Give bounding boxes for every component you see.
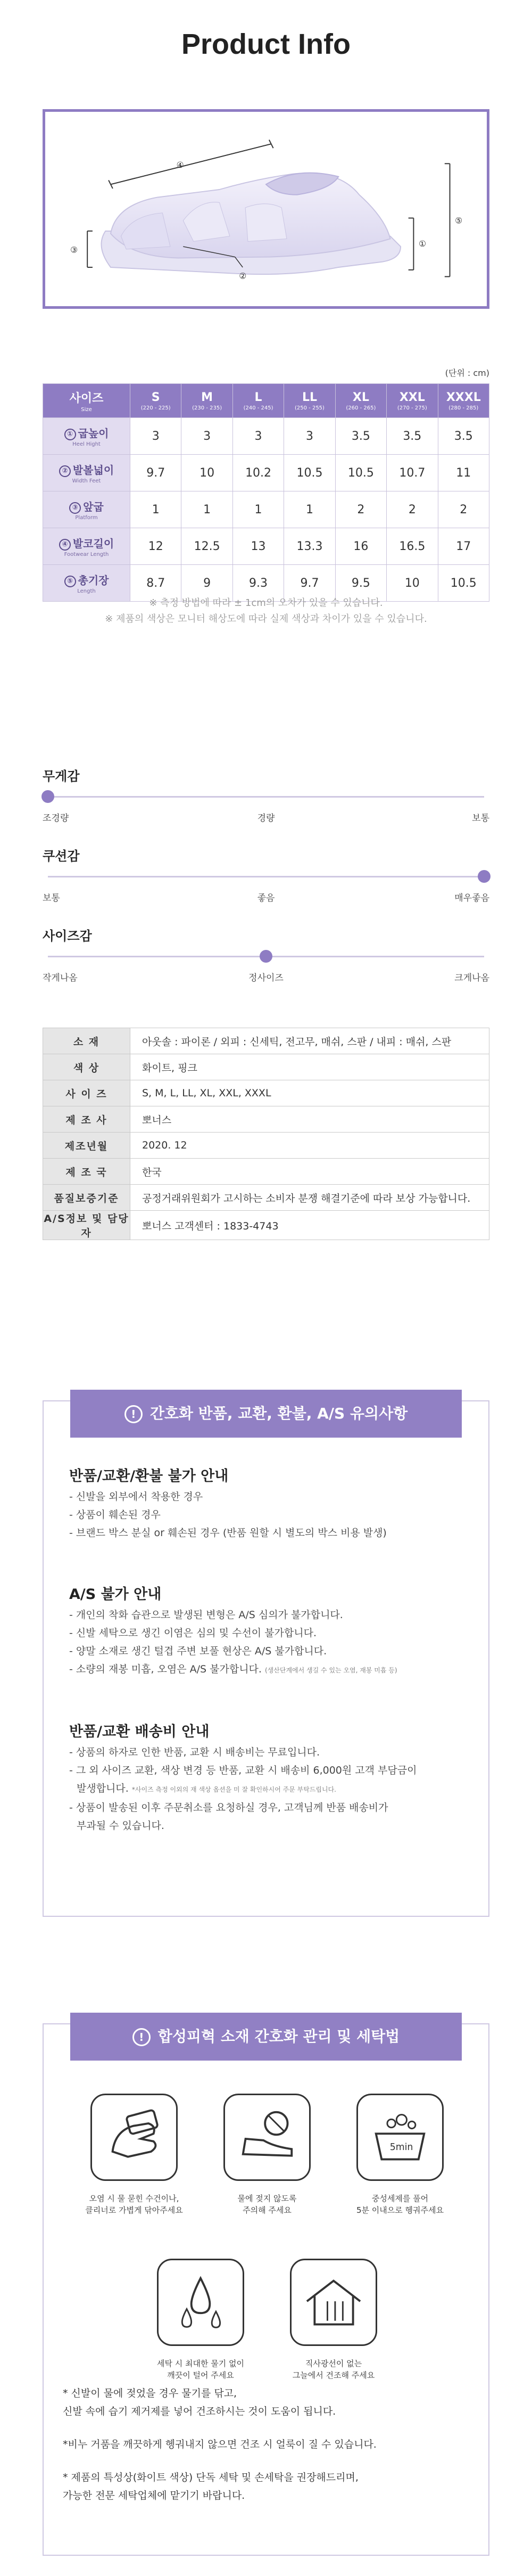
marker-1: ①: [419, 239, 427, 249]
table-cell: 12: [130, 528, 181, 565]
table-cell: 10.5: [438, 565, 489, 602]
scale-indicator: [260, 950, 272, 963]
size-column-header: LL (250 - 255): [284, 384, 335, 418]
table-cell: 2: [335, 491, 386, 528]
table-row: ③ 앞굽 Platform 1 1 1 1 2 2 2: [43, 491, 489, 528]
shade-dry-icon: [290, 2259, 377, 2346]
section-title: 반품/교환/환불 불가 안내: [69, 1468, 229, 1484]
table-cell: 3.5: [438, 418, 489, 455]
table-cell: 1: [181, 491, 232, 528]
table-cell: 3: [232, 418, 284, 455]
table-cell: 9.7: [130, 455, 181, 491]
section-title: A/S 불가 안내: [69, 1586, 162, 1603]
return-policy-banner: ! 간호화 반품, 교환, 환불, A/S 유의사항: [70, 1390, 462, 1438]
table-cell: 9: [181, 565, 232, 602]
size-column-header: L (240 - 245): [232, 384, 284, 418]
table-cell: 10: [387, 565, 438, 602]
table-cell: 11: [438, 455, 489, 491]
table-cell: 17: [438, 528, 489, 565]
table-cell: 3: [181, 418, 232, 455]
care-notes: [63, 2384, 467, 2520]
care-item: 오염 시 물 묻힌 수건이나, 클리너로 가볍게 닦아주세요: [81, 2094, 187, 2216]
table-cell: 13: [232, 528, 284, 565]
care-item: 물에 젖지 않도록 주의해 주세요: [214, 2094, 320, 2216]
table-row: 제 조 국 한국: [43, 1159, 489, 1185]
care-item: 5min 중성세제를 풀어 5분 이내으로 헹궈주세요: [347, 2094, 453, 2216]
table-cell: 16: [335, 528, 386, 565]
care-item: 직사광선이 없는 그늘에서 건조해 주세요: [280, 2259, 387, 2381]
care-note: * 신발이 물에 젖었을 경우 물기를 닦고, 신발 속에 습기 제거제를 넣어 건조하시는 것이 도움이 됩니다.: [63, 2388, 336, 2417]
measurement-notes: [0, 595, 532, 627]
size-column-header: XXXL (280 - 285): [438, 384, 489, 418]
note-error: ※ 측정 방법에 따라 ± 1cm의 오차가 있을 수 있습니다.: [149, 597, 383, 609]
table-cell: 3: [130, 418, 181, 455]
section-list: - 신발을 외부에서 착용한 경우 - 상품이 훼손된 경우 - 브랜드 박스 분실 or 훼손된 경우 (반품 원할 시 별도의 박스 비용 발생): [69, 1491, 387, 1539]
size-column-header: XL (260 - 265): [335, 384, 386, 418]
size-table: [43, 383, 489, 602]
size-column-header: S (220 - 225): [130, 384, 181, 418]
table-cell: 1: [130, 491, 181, 528]
shoe-illustration: [45, 112, 487, 306]
table-cell: 10.7: [387, 455, 438, 491]
wash-basin-icon: [356, 2094, 444, 2181]
care-item: 세탁 시 최대한 물기 없이 깨끗이 털어 주세요: [147, 2259, 254, 2381]
table-cell: 1: [284, 491, 335, 528]
table-row: ⑤ 총기장 Length 8.7 9 9.3 9.7 9.5 10 10.5: [43, 565, 489, 602]
return-policy-panel: [43, 1400, 489, 1917]
table-cell: 8.7: [130, 565, 181, 602]
care-note: *비누 거품을 깨끗하게 헹궈내지 않으면 건조 시 얼룩이 질 수 있습니다.: [63, 2439, 377, 2450]
table-row: 제조년월 2020. 12: [43, 1133, 489, 1159]
table-cell: 1: [232, 491, 284, 528]
product-info-table: [43, 1028, 489, 1240]
table-cell: 3.5: [387, 418, 438, 455]
alert-icon: !: [124, 1405, 143, 1423]
size-column-header: M (230 - 235): [181, 384, 232, 418]
table-row: 색 상 화이트, 핑크: [43, 1054, 489, 1080]
section-title: 반품/교환 배송비 안내: [69, 1724, 210, 1740]
table-row: 사 이 즈 S, M, L, LL, XL, XXL, XXXL: [43, 1080, 489, 1106]
table-row: ② 발볼넓이 Width Feet 9.7 10 10.2 10.5 10.5 10.7 11: [43, 455, 489, 491]
table-cell: 9.3: [232, 565, 284, 602]
table-cell: 3.5: [335, 418, 386, 455]
size-fit-scale: 사이즈감 작게나옴 정사이즈 크게나옴: [43, 929, 489, 983]
hand-wipe-icon: [90, 2094, 178, 2181]
table-cell: 2: [438, 491, 489, 528]
size-header-label: 사이즈 Size: [43, 384, 130, 418]
unit-note: (단위 : cm): [445, 368, 489, 378]
water-drop-icon: [157, 2259, 244, 2346]
alert-icon: !: [132, 2028, 151, 2046]
table-cell: 9.5: [335, 565, 386, 602]
section-list: - 개인의 착화 습관으로 발생된 변형은 A/S 심의가 불가합니다. - 신발 세탁으로 생긴 이염은 심의 및 수선이 불가합니다. - 양말 소재로 생긴 털겹 주변 보풀 현상은 A/S 불가합니다. - 소량의 재봉 미흡, 오염은 A/S 불가합니다. (생산단계에서 생길 수 있는 오염, 재봉 미흡 등): [69, 1609, 397, 1675]
svg-text:5min: 5min: [389, 2142, 413, 2153]
table-cell: 10: [181, 455, 232, 491]
table-row: ① 굽높이 Heel Hight 3 3 3 3 3.5 3.5 3.5: [43, 418, 489, 455]
care-guide-banner: ! 합성피혁 소재 간호화 관리 및 세탁법: [70, 2013, 462, 2061]
marker-3: ③: [70, 245, 78, 255]
table-cell: 3: [284, 418, 335, 455]
cushion-scale: 쿠션감 보통 좋음 매우좋음: [43, 849, 489, 904]
table-cell: 10.5: [284, 455, 335, 491]
section-list: - 상품의 하자로 인한 반품, 교환 시 배송비는 무료입니다. - 그 외 사이즈 교환, 색상 변경 등 반품, 교환 시 배송비 6,000원 고객 부담금이 발생합니다. *사이즈 측정 이외의 재 색상 옵션을 미 잘 확인하시어 주문 부탁드립니다. - 상품이 발송된 이후 주문취소를 요청하실 경우, 고객님께 반품 배송비가 부과될 수 있습니다.: [69, 1746, 417, 1832]
note-color: ※ 제품의 색상은 모니터 해상도에 따라 실제 색상과 차이가 있을 수 있습니다.: [105, 613, 427, 625]
size-column-header: XXL (270 - 275): [387, 384, 438, 418]
marker-2: ②: [239, 271, 247, 281]
scale-indicator: [41, 790, 54, 803]
table-cell: 2: [387, 491, 438, 528]
table-cell: 16.5: [387, 528, 438, 565]
table-cell: 10.2: [232, 455, 284, 491]
table-cell: 12.5: [181, 528, 232, 565]
scale-indicator: [478, 870, 491, 883]
care-note: * 제품의 특성상(화이트 색상) 단독 세탁 및 손세탁을 권장해드리며, 가능한 전문 세탁업체에 맡기기 바랍니다.: [63, 2472, 359, 2501]
table-cell: 13.3: [284, 528, 335, 565]
weight-scale: 무게감 조경량 경량 보통: [43, 769, 489, 824]
shoe-water-icon: [223, 2094, 311, 2181]
marker-5: ⑤: [455, 216, 463, 226]
table-row: 품질보증기준 공정거래위원회가 고시하는 소비자 분쟁 해결기준에 따라 보상 가능합니다.: [43, 1185, 489, 1211]
page-title: Product Info: [181, 28, 351, 60]
table-row: ④ 발코길이 Footwear Length 12 12.5 13 13.3 16 16.5 17: [43, 528, 489, 565]
shoe-measurement-diagram: [43, 109, 489, 309]
table-row: 소 재 아웃솔 : 파이론 / 외피 : 신세틱, 전고무, 매쉬, 스판 / 내피 : 매쉬, 스판: [43, 1028, 489, 1054]
marker-4: ④: [176, 160, 184, 170]
table-row: A/S정보 및 담당자 뽀너스 고객센터 : 1833-4743: [43, 1211, 489, 1240]
table-row: 제 조 사 뽀너스: [43, 1106, 489, 1133]
table-cell: 10.5: [335, 455, 386, 491]
table-cell: 9.7: [284, 565, 335, 602]
